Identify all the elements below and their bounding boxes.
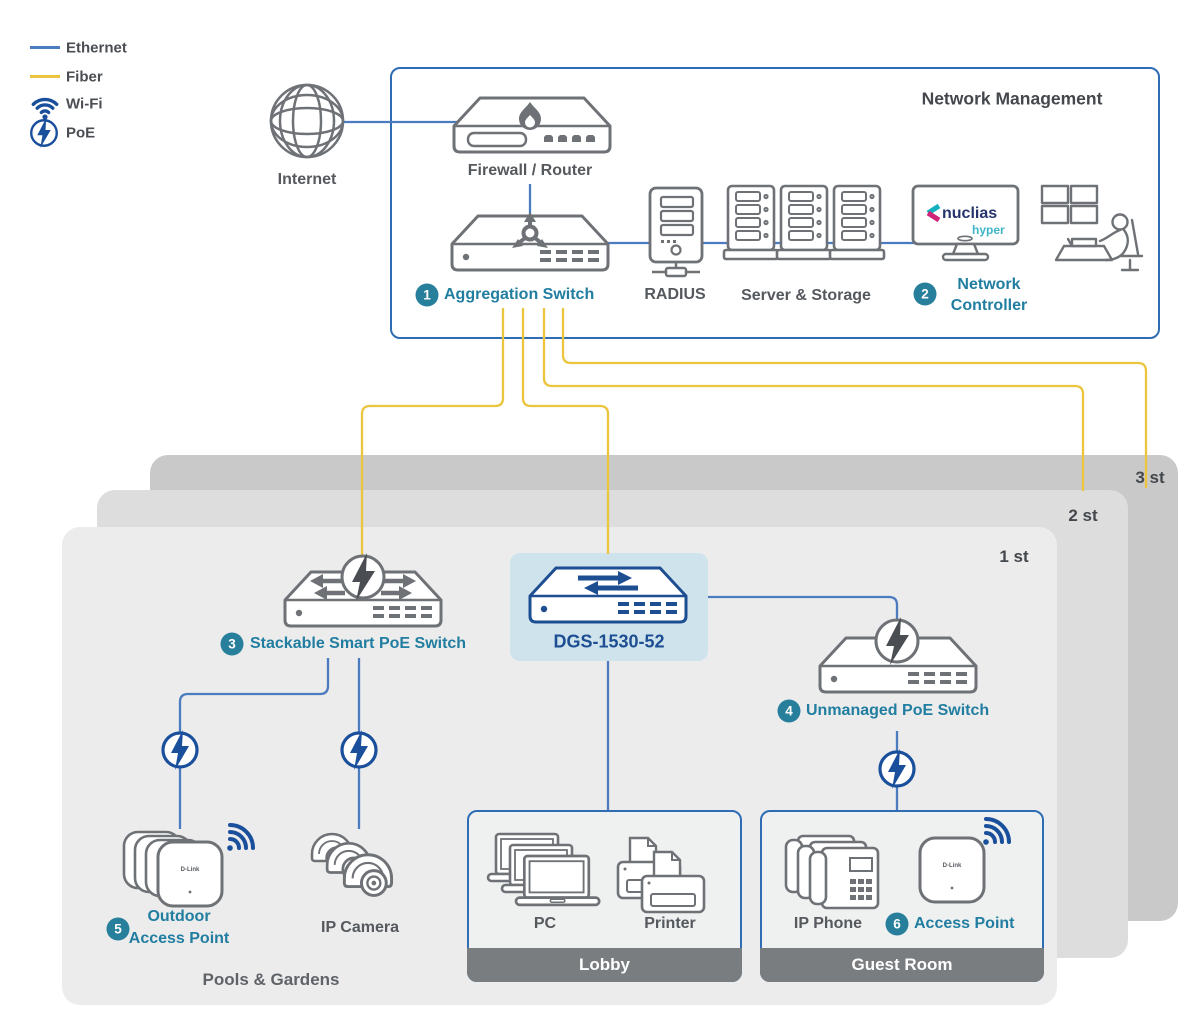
poe-icon-camera-link bbox=[342, 730, 376, 770]
controller-line1: Network bbox=[957, 276, 1021, 293]
fiber-aggregation-floor3 bbox=[563, 308, 1146, 488]
ethernet-dgs-unmanaged bbox=[708, 597, 897, 622]
nuclias-brand: nuclias bbox=[942, 205, 998, 222]
wifi-icon bbox=[33, 99, 56, 119]
guest-ap-label: Access Point bbox=[914, 915, 1015, 932]
outdoor-ap-label bbox=[129, 906, 229, 950]
printer-label: Printer bbox=[644, 915, 696, 932]
pc-label: PC bbox=[533, 915, 557, 932]
legend-wifi-label: Wi-Fi bbox=[66, 95, 103, 113]
floor-3-label: 3 st bbox=[1135, 468, 1165, 487]
aggregation-switch-label: Aggregation Switch bbox=[444, 286, 595, 303]
guest-ap-brand: D-Link bbox=[942, 863, 962, 869]
poe-icon-outdoor-link bbox=[163, 730, 197, 770]
badge-6: 6 bbox=[886, 913, 909, 936]
badge-3: 3 bbox=[221, 633, 244, 656]
ethernet-stackable-outdoor-ap bbox=[180, 658, 328, 829]
server-storage-devices bbox=[724, 186, 884, 259]
fiber-aggregation-floor2 bbox=[544, 308, 1083, 491]
outdoor-ap-devices bbox=[124, 832, 222, 906]
poe-icon bbox=[31, 118, 57, 148]
ip-phone-devices bbox=[786, 836, 878, 908]
radius-label: RADIUS bbox=[644, 286, 706, 303]
wifi-icon-outdoor-ap bbox=[227, 825, 253, 851]
legend-fiber-label: Fiber bbox=[66, 68, 103, 86]
controller-line2: Controller bbox=[950, 297, 1028, 314]
ip-phone-label: IP Phone bbox=[793, 915, 863, 932]
dgs-switch-device bbox=[530, 568, 686, 622]
legend-fiber-swatch bbox=[30, 75, 60, 78]
unmanaged-switch-label: Unmanaged PoE Switch bbox=[806, 702, 990, 719]
poe-circle-stackable bbox=[342, 553, 384, 601]
printer-devices bbox=[618, 838, 704, 912]
stackable-switch-label: Stackable Smart PoE Switch bbox=[250, 635, 467, 652]
outdoor-ap-brand: D-Link bbox=[180, 867, 200, 873]
poe-icon-guest-link bbox=[880, 749, 914, 789]
fiber-aggregation-dgs bbox=[523, 308, 608, 554]
noc-operator-scene bbox=[1042, 186, 1142, 270]
badge-2: 2 bbox=[914, 283, 937, 306]
firewall-device bbox=[454, 98, 610, 152]
legend-ethernet-swatch bbox=[30, 46, 60, 49]
wifi-icon-guest-ap bbox=[983, 819, 1009, 845]
nuclias-sub: hyper bbox=[972, 223, 1005, 237]
badge-5: 5 bbox=[107, 918, 130, 941]
guest-room-label: Guest Room bbox=[851, 955, 953, 974]
outdoor-line2: Access Point bbox=[128, 930, 230, 947]
outdoor-line1: Outdoor bbox=[147, 908, 211, 925]
guest-ap-device bbox=[920, 838, 984, 902]
legend-ethernet-label: Ethernet bbox=[66, 39, 127, 57]
poe-circle-unmanaged bbox=[876, 617, 918, 665]
firewall-label: Firewall / Router bbox=[467, 162, 593, 179]
fiber-links bbox=[362, 308, 1146, 556]
server-storage-label: Server & Storage bbox=[741, 287, 871, 304]
pc-devices bbox=[488, 834, 599, 905]
lobby-label: Lobby bbox=[579, 955, 630, 974]
dgs-label: DGS-1530-52 bbox=[553, 631, 665, 652]
badge-1: 1 bbox=[416, 284, 439, 307]
legend-poe-label: PoE bbox=[66, 124, 96, 142]
badge-4: 4 bbox=[778, 700, 801, 723]
ip-camera-devices bbox=[312, 834, 392, 895]
pools-gardens-label: Pools & Gardens bbox=[202, 970, 340, 989]
floor-2-label: 2 st bbox=[1068, 506, 1098, 525]
fiber-aggregation-stackable bbox=[362, 308, 503, 556]
internet-label: Internet bbox=[277, 171, 337, 188]
floor-1-label: 1 st bbox=[999, 547, 1029, 566]
internet-globe-icon bbox=[271, 85, 343, 157]
ip-camera-label: IP Camera bbox=[321, 919, 399, 936]
network-controller-label bbox=[951, 274, 1027, 316]
radius-server-device bbox=[650, 188, 702, 276]
network-management-title: Network Management bbox=[921, 88, 1103, 109]
